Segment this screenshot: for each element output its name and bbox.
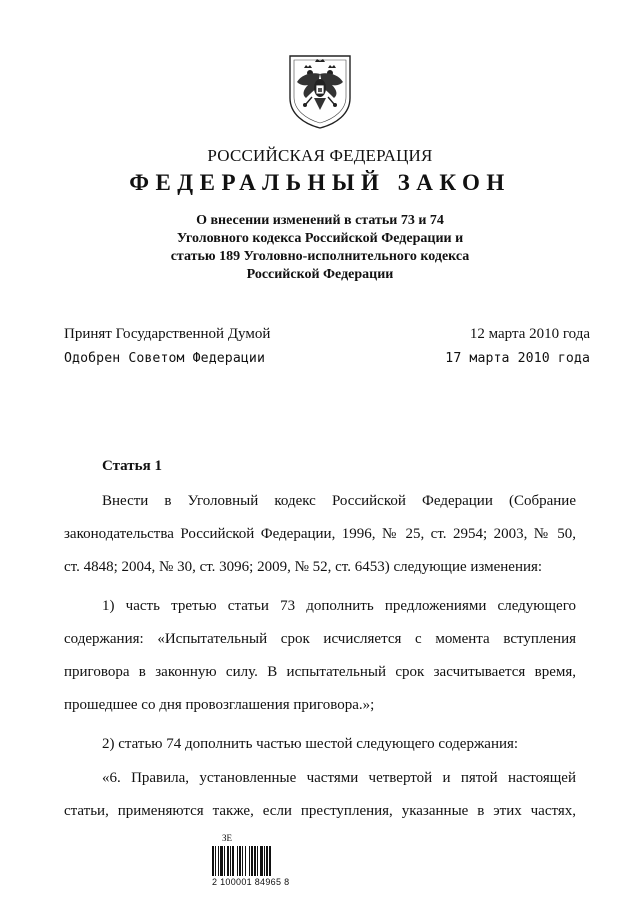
law-title	[120, 212, 520, 284]
barcode-bar	[254, 846, 256, 876]
law-title-line: Российской Федерации	[246, 267, 394, 282]
paragraph-line: приговора в законную силу. В испытательный срок засчитывается время,	[64, 664, 576, 680]
council-label: Одобрен Советом Федерации	[64, 351, 265, 366]
barcode-bar	[242, 846, 243, 876]
coat-of-arms-icon	[286, 52, 354, 130]
barcode-bar	[220, 846, 223, 876]
paragraph-line: 1) часть третью статьи 73 дополнить предложениями следующего	[102, 598, 576, 614]
duma-date: 12 марта 2010 года	[469, 326, 590, 342]
paragraph-line: Внести в Уголовный кодекс Российской Федерации (Собрание	[102, 493, 576, 509]
barcode-bar	[257, 846, 258, 876]
law-title-line: Уголовного кодекса Российской Федерации и	[176, 231, 464, 246]
barcode-bar	[212, 846, 214, 876]
law-type-heading: ФЕДЕРАЛЬНЫЙ ЗАКОН	[129, 170, 511, 195]
law-title-line: О внесении изменений в статьи 73 и 74	[196, 213, 444, 228]
barcode-mark: ЗЕ	[222, 833, 233, 843]
barcode-bar	[227, 846, 229, 876]
law-title-line: статью 189 Уголовно-исполнительного кодекса	[170, 249, 470, 264]
article-paragraph	[64, 762, 576, 828]
article-paragraph	[64, 485, 576, 584]
article-heading: Статья 1	[102, 458, 162, 474]
paragraph-line: статьи, применяются также, если преступления, указанные в этих частях,	[64, 803, 576, 819]
barcode-bar	[269, 846, 271, 876]
adoption-duma-row	[64, 326, 590, 343]
paragraph-line: ст. 4848; 2004, № 30, ст. 3096; 2009, № 52, ст. 6453) следующие изменения:	[64, 559, 543, 575]
paragraph-line: 2) статью 74 дополнить частью шестой следующего содержания:	[102, 736, 519, 752]
paragraph-line: содержания: «Испытательный срок исчисляется с момента вступления	[64, 631, 576, 647]
paragraph-line: «6. Правила, установленные частями четвертой и пятой настоящей	[102, 770, 576, 786]
article-paragraph	[64, 728, 576, 761]
barcode-bar	[245, 846, 246, 876]
barcode-bar	[237, 846, 238, 876]
barcode	[212, 833, 312, 892]
barcode-bar	[215, 846, 216, 876]
barcode-bar	[218, 846, 219, 876]
paragraph-line: прошедшее со дня провозглашения приговора.»;	[64, 697, 375, 713]
paragraph-line: законодательства Российской Федерации, 1996, № 25, ст. 2954; 2003, № 50,	[64, 526, 576, 542]
barcode-bar	[230, 846, 231, 876]
adoption-council-row	[64, 351, 590, 366]
barcode-bar	[232, 846, 234, 876]
barcode-bar	[249, 846, 250, 876]
barcode-bar	[264, 846, 265, 876]
duma-label: Принят Государственной Думой	[64, 326, 271, 342]
barcode-bar	[251, 846, 253, 876]
country-name: РОССИЙСКАЯ ФЕДЕРАЦИЯ	[207, 146, 433, 165]
barcode-bar	[260, 846, 263, 876]
council-date: 17 марта 2010 года	[445, 351, 590, 366]
barcode-bar	[224, 846, 225, 876]
barcode-number: 2 100001 84965 8	[212, 877, 290, 887]
article-paragraph	[64, 590, 576, 722]
barcode-bar	[239, 846, 241, 876]
barcode-bars	[212, 846, 294, 876]
barcode-bar	[266, 846, 268, 876]
